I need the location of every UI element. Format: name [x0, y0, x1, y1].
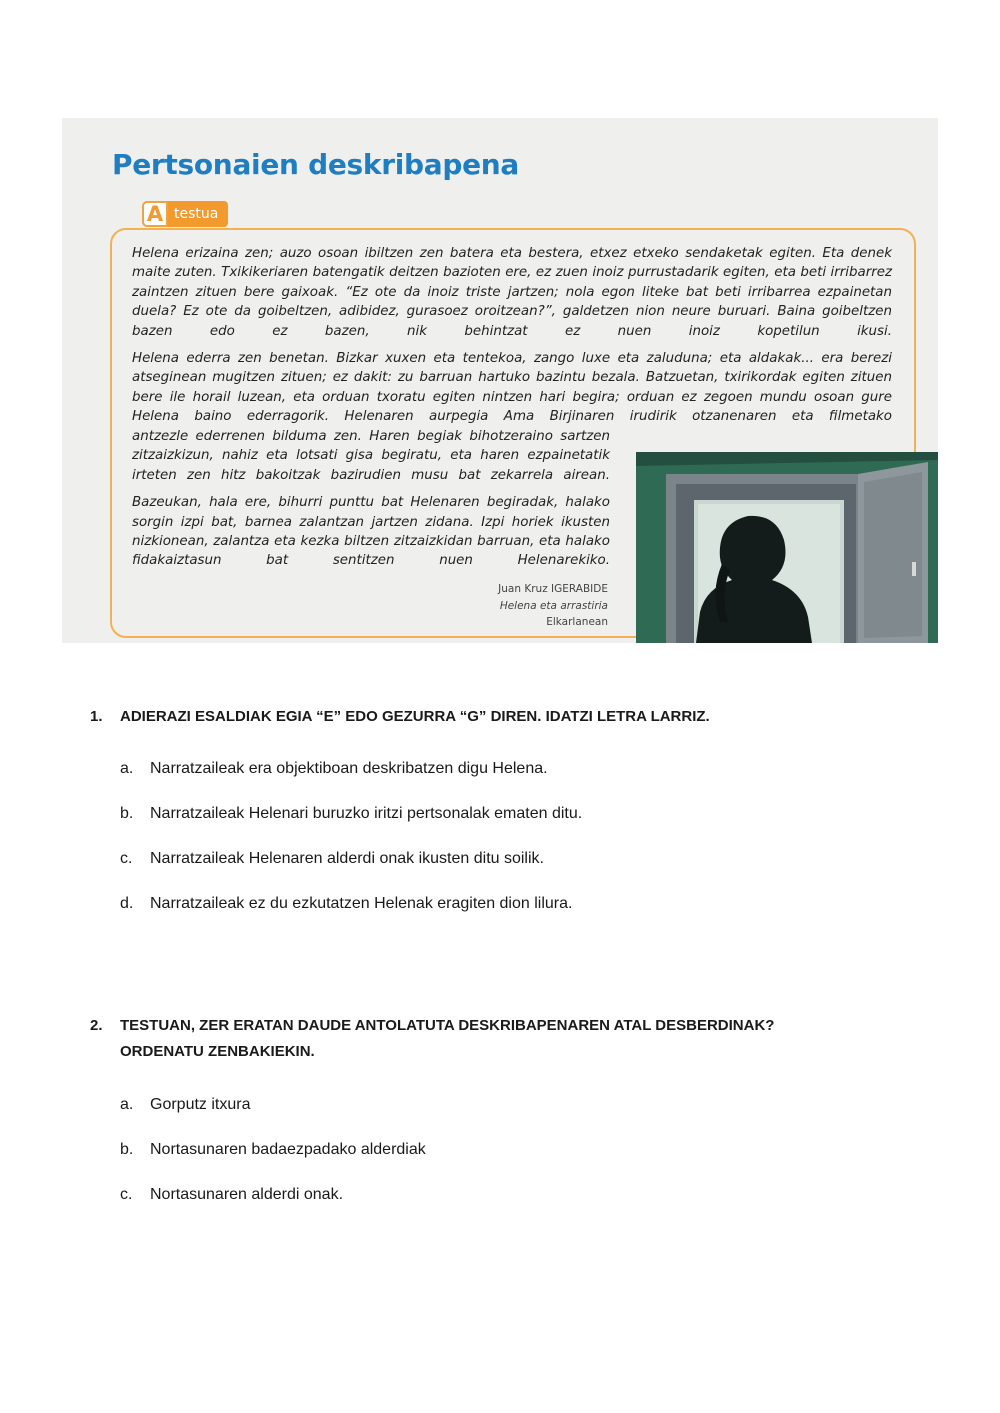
option-letter: a.: [120, 760, 134, 777]
question-number: 1.: [90, 708, 103, 725]
excerpt-credits: [498, 581, 608, 631]
doorway-silhouette-illustration: [636, 452, 938, 643]
excerpt-paragraph: Bazeukan, hala ere, bihurri punttu bat Helenaren begiradak, halako sorgin izpi bat, barnea zalantzan jartzen zidana. Izpi horiek ikusten nizkionean, zalantza eta kezka biltzen zitzaizkidan barruan, eta halako fidakaiztasun bat sentitzen nuen Helenarekiko.: [132, 495, 610, 569]
textbook-excerpt: [62, 118, 938, 643]
question-2-option-b: [120, 1140, 426, 1160]
question-1-option-d: [120, 894, 572, 914]
option-text: Gorputz itxura: [150, 1096, 251, 1113]
text-label-tag: [142, 201, 228, 227]
question-2-option-a: [120, 1095, 250, 1115]
option-letter: d.: [120, 895, 134, 912]
excerpt-title: Pertsonaien deskribapena: [112, 148, 520, 181]
option-text: Narratzaileak era objektiboan deskribatzen digu Helena.: [150, 760, 548, 777]
excerpt-text-narrow: [132, 427, 610, 579]
excerpt-text-wide: [132, 244, 892, 435]
question-2: [90, 1013, 850, 1065]
book-title: Helena eta arrastiria: [499, 599, 608, 612]
excerpt-paragraph: Helena ederra zen benetan. Bizkar xuxen eta tentekoa, zango luxe eta zaluduna; eta aldakak... era berezi atseginean mugitzen zituen; ez dakit: zu barruan hartuko bazintu bezala. Batzuetan, txirikordak egiten zituen bere ile horail luzean, eta orduan txoratu egiten nintzen hari begira; orduan ez zegoen mundu osoan gure Helena baino ederragorik. Helenaren aurpegia Ama Birjinaren irudirik otzanenaren eta filmetako: [132, 351, 892, 425]
option-text: Narratzaileak Helenaren alderdi onak ikusten ditu soilik.: [150, 850, 544, 867]
option-letter: c.: [120, 850, 133, 867]
question-text: ADIERAZI ESALDIAK EGIA “E” EDO GEZURRA “G” DIREN. IDATZI LETRA LARRIZ.: [120, 708, 710, 725]
option-text: Nortasunaren alderdi onak.: [150, 1186, 344, 1203]
option-letter: a.: [120, 1096, 134, 1113]
tag-letter: A: [142, 201, 168, 227]
question-1-option-c: [120, 849, 544, 869]
question-2-option-c: [120, 1185, 343, 1205]
question-1: [90, 704, 850, 730]
question-1-option-b: [120, 804, 582, 824]
option-text: Narratzaileak Helenari buruzko iritzi pertsonalak ematen ditu.: [150, 805, 583, 822]
excerpt-paragraph: Helena erizaina zen; auzo osoan ibiltzen zen batera eta bestera, etxez etxeko sendaketak egiten. Eta denek maite zuten. Txikikeriaren batengatik deitzen bazioten ere, ez zuen inoiz purrustadarik egiten, eta beti irribarrez zaintzen zituen bere gaixoak. “Ez ote da inoiz triste jartzen; nola egon liteke bat beti irribarrea ezpainetan duela? Ez ote da goibeltzen, adibidez, gurasoez oroitzean?”, galdetzen nion neure buruari. Baina goibeltzen bazen edo ez bazen, nik behintzat ez nuen inoiz kopetilun ikusi.: [132, 246, 892, 339]
question-number: 2.: [90, 1017, 103, 1034]
excerpt-paragraph: antzezle ederrenen bilduma zen. Haren begiak bihotzeraino sartzen zitzaizkizun, nahiz eta lotsati gisa begiratu, eta haren ezpainetatik irteten zen hitz bakoitzak bazirudien musu bat zekarrela airean.: [132, 429, 610, 483]
tag-word: testua: [168, 201, 228, 227]
option-letter: b.: [120, 805, 134, 822]
option-letter: b.: [120, 1141, 134, 1158]
question-text: TESTUAN, ZER ERATAN DAUDE ANTOLATUTA DESKRIBAPENAREN ATAL DESBERDINAK? ORDENATU ZENBAKIEKIN.: [120, 1017, 775, 1060]
option-text: Narratzaileak ez du ezkutatzen Helenak eragiten dion lilura.: [150, 895, 573, 912]
publisher-name: Elkarlanean: [546, 616, 608, 628]
question-1-option-a: [120, 759, 548, 779]
option-text: Nortasunaren badaezpadako alderdiak: [150, 1141, 426, 1158]
option-letter: c.: [120, 1186, 133, 1203]
author-name: Juan Kruz IGERABIDE: [498, 583, 608, 595]
